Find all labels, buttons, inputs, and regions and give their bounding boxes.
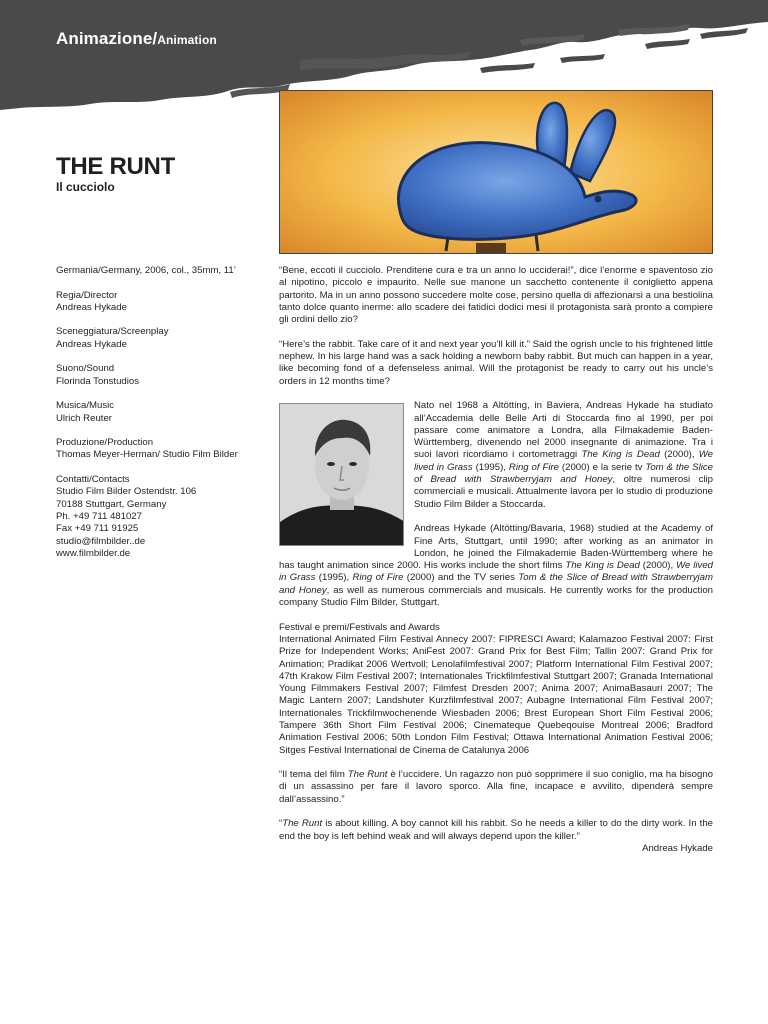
film-subtitle: Il cucciolo	[56, 180, 115, 194]
credits-director-block	[56, 290, 256, 315]
credits-director: Andreas Hykade	[56, 301, 127, 313]
credits-music-block	[56, 400, 256, 425]
awards-section	[279, 622, 713, 757]
credits-contact-line1: Studio Film Bilder Ostendstr. 106	[56, 486, 197, 498]
section-label-it: Animazione/	[56, 29, 158, 48]
director-statement-en: “The Runt is about killing. A boy cannot kill his rabbit. So he needs a killer to do the dirty work. In the end the boy is left behind weak and will always depend upon the killer.”	[279, 818, 713, 842]
credits-phone: Ph. +49 711 481027	[56, 510, 142, 522]
credits-production: Thomas Meyer-Herman/ Studio Film Bilder	[56, 449, 238, 461]
credits-sound: Florinda Tonstudios	[56, 375, 140, 387]
credits-email[interactable]: studio@filmbilder..de	[56, 535, 146, 547]
blue-rabbit-illustration	[280, 91, 713, 254]
film-still-image	[279, 90, 713, 254]
director-portrait-photo	[279, 403, 404, 546]
awards-heading: Festival e premi/Festivals and Awards	[279, 621, 440, 633]
bio-it: Nato nel 1968 a Altötting, in Baviera, Andreas Hykade ha studiato all’Accademia delle Belle Arti di Stoccarda fino al 1990, per poi passare come animatore a Londra, alla Filmakademie Baden-Württemberg, divenendo nel 2000 insegnante di animazione. Tra i suoi lavori ricordiamo i cortometraggi The King is Dead (2000), We lived in Grass (1995), Ring of Fire (2000) e la serie tv Tom & the Slice of Bread with Strawberryjam and Honey, oltre numerosi clip commerciali e musicali. Attualmente lavora per lo studio di produzione Studio Film Bilder a Stoccarda.	[414, 400, 713, 510]
section-label-en: Animation	[157, 33, 217, 47]
main-text-column	[279, 265, 713, 855]
credits-screenplay: Andreas Hykade	[56, 338, 127, 350]
film-title: THE RUNT	[56, 153, 175, 180]
director-statement-it: “Il tema del film The Runt è l’uccidere. Un ragazzo non può sopprimere il suo coniglio, ma ha bisogno di un assassino per fare il lavoro sporco. Alla fine, incapace e avvilito, dipenderà sempre dall’assassino.”	[279, 769, 713, 805]
credits-fax: Fax +49 711 91925	[56, 523, 139, 535]
credits-sidebar	[56, 265, 256, 572]
credits-sound-block	[56, 363, 256, 388]
credits-screenplay-block	[56, 326, 256, 351]
synopsis-it: “Bene, eccoti il cucciolo. Prenditene cura e tra un anno lo ucciderai!”, dice l’enorme e spaventoso zio al nipotino, piccolo e impaurito. Nelle sue manone un sacchetto contenente il coniglietto appena partorito. Ma in un anno possono succedere molte cose, persino quella di affezionarsi a una bestiolina tanto dolce quanto inerme: allo scadere dei fatidici dodici mesi il protagonista sarà pronto a compiere gli ordini dello zio?	[279, 265, 713, 326]
credits-website[interactable]: www.filmbilder.de	[56, 547, 131, 559]
credits-origin: Germania/Germany, 2006, col., 35mm, 11’	[56, 265, 236, 276]
section-label	[56, 29, 217, 49]
credits-contacts-block	[56, 474, 256, 560]
credits-sound-label: Suono/Sound	[56, 363, 115, 375]
synopsis-en: “Here’s the rabbit. Take care of it and next year you’ll kill it.” Said the ogrish uncle to his frightened little nephew. In his large hand was a sack holding a newborn baby rabbit. But much can happen in a year, like becoming fond of a defenseless animal. Will the protagonist be ready to carry out his uncle’s orders in 12 months time?	[279, 338, 713, 387]
credits-contact-line2: 70188 Stuttgart, Germany	[56, 498, 167, 510]
awards-text: International Animated Film Festival Annecy 2007: FIPRESCI Award; Kalamazoo Festival 2007: First Prize for Independent Works; AniFest 2007: Grand Prix for Best Film; Tallin 2007: Grand Prix for Animation; Pradikat 2006 Wertvoll; Lenolafilmfestival 2007; Platform International Film Festival 2007; 47th Krakow Film Festival 2007; Internationales Trickfilmfestival Stuttgart 2007; Granada International Young Filmmakers Festival 2007; Filmfest Dresden 2007; Anima 2007; AnimaBasauri 2007; The Magic Lantern 2007; Landshuter Kurzfilmfestival 2007; Aubagne International Film Festival 2007; Internationales Trickfilmwochenende Wiesbaden 2006; Brest European Short Film Festival 2006; Tampere 36th Short Film Festival 2006; Cinemateque Quebeqouise Montreal 2006; Bradford Animation Festival 2006; 50th London Film Festival; Ottawa International Animation Festival 2006; Sitges Festival International de Cinema de Catalunya 2006	[279, 633, 713, 756]
credits-music: Ulrich Reuter	[56, 412, 112, 424]
statement-author: Andreas Hykade	[642, 842, 713, 854]
director-portrait-illustration	[280, 404, 404, 546]
credits-production-block	[56, 437, 256, 462]
credits-contacts-label: Contatti/Contacts	[56, 474, 130, 486]
bio-en: Andreas Hykade (Altötting/Bavaria, 1968) studied at the Academy of Fine Arts, Stuttgart, until 1990; after working as an animator in London, he joined the Filmakademie Baden-Württemberg where he has taught animation since 2000. His works include the short films The King is Dead (2000), We lived in Grass (1995), Ring of Fire (2000) and the TV series Tom & the Slice of Bread with Strawberryjam and Honey, as well as numerous commercials and musicals. He currently works for the production company Studio Film Bilder, Stuttgart.	[279, 523, 714, 609]
credits-production-label: Produzione/Production	[56, 437, 154, 449]
credits-origin-block	[56, 265, 256, 277]
credits-music-label: Musica/Music	[56, 400, 115, 412]
credits-director-label: Regia/Director	[56, 289, 118, 301]
credits-screenplay-label: Sceneggiatura/Screenplay	[56, 326, 169, 338]
